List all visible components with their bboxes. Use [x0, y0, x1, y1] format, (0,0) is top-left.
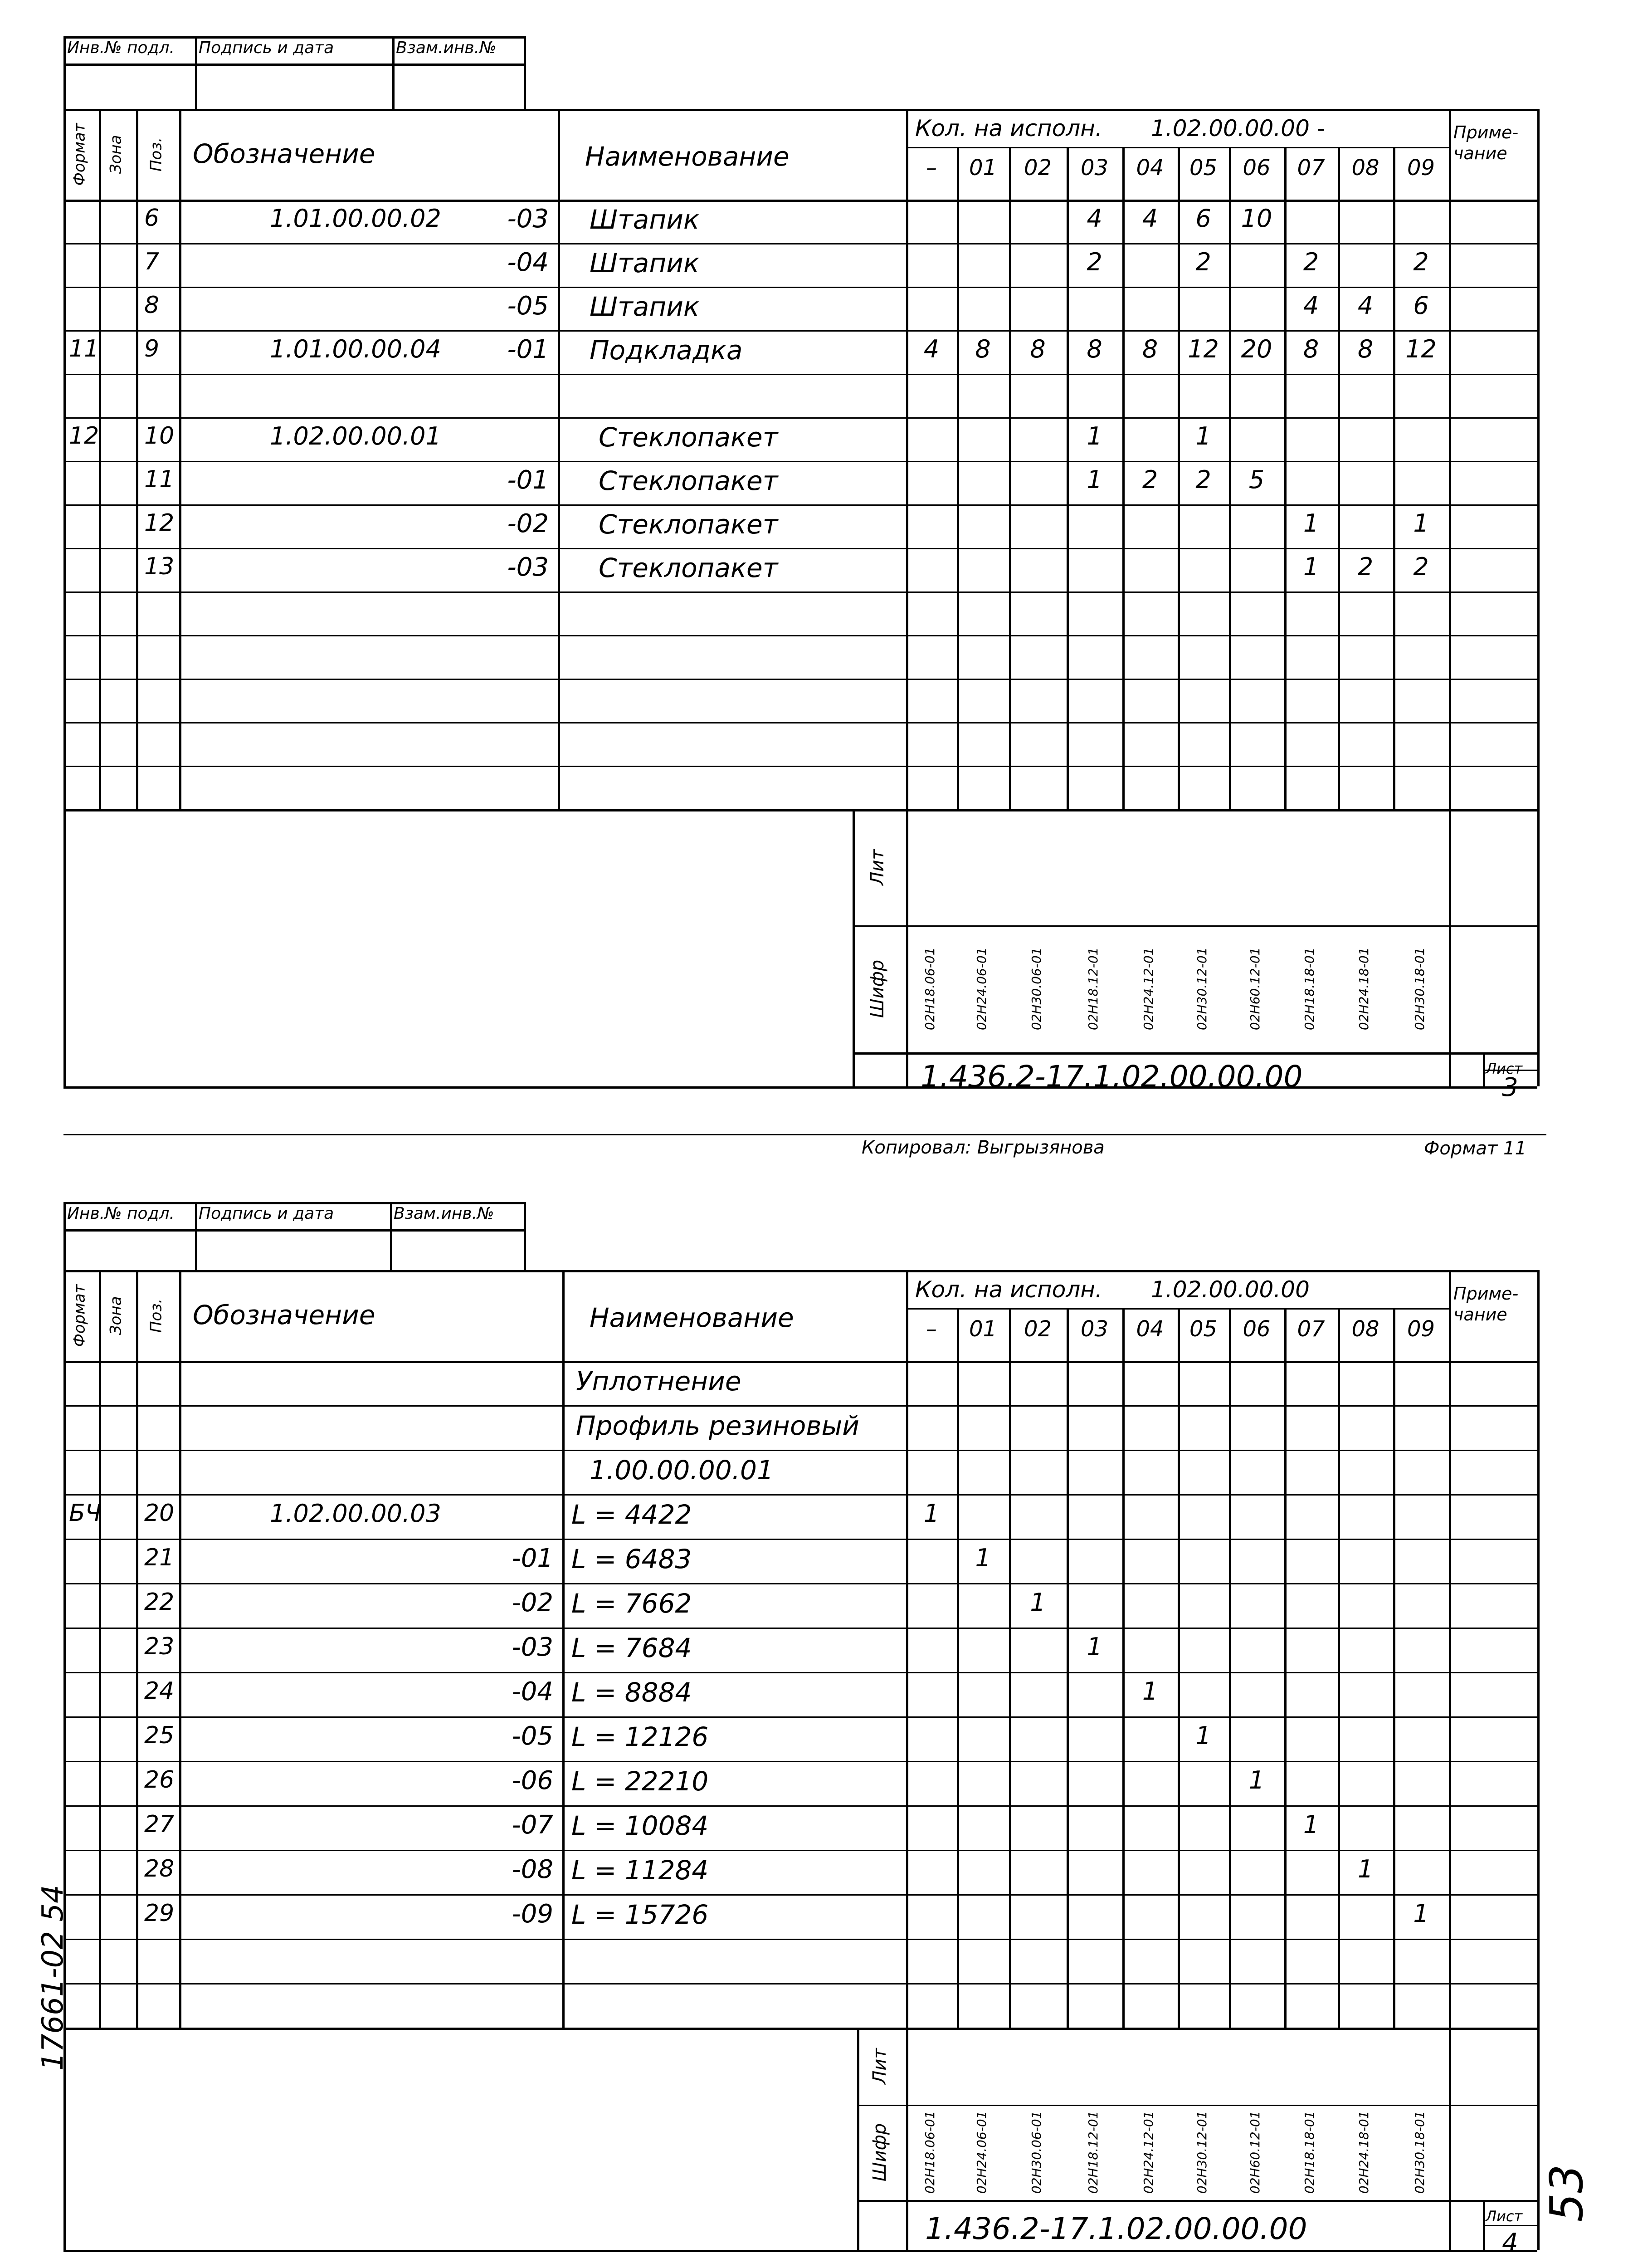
rule: [63, 1494, 1537, 1496]
cipher-code: 02Н24.18-01: [1356, 2111, 1372, 2194]
cell-name: 1.00.00.00.01: [590, 1454, 774, 1486]
cell-qty: 1: [923, 1499, 940, 1528]
document-code: 1.436.2-17.1.02.00.00.00: [921, 1059, 1303, 1094]
variant-header: 07: [1297, 155, 1325, 181]
rule: [957, 1308, 959, 2028]
cell-pos: 10: [144, 422, 175, 450]
rule: [1009, 1308, 1011, 2028]
qty-header-label: Кол. на исполн.: [915, 1276, 1102, 1303]
stamp-header: Взам.инв.№: [396, 39, 497, 57]
variant-header: 03: [1080, 155, 1109, 181]
cell-qty: 2: [1303, 248, 1319, 277]
cell-name: Стеклопакет: [599, 552, 778, 584]
rule: [1229, 1308, 1231, 2028]
cipher-label: Шифр: [869, 2123, 890, 2182]
cell-qty: 4: [1357, 291, 1374, 320]
sheet-number: 4: [1502, 2228, 1518, 2258]
rule: [136, 1270, 138, 2028]
cipher-code: 02Н18.12-01: [1085, 947, 1101, 1031]
rule: [63, 1850, 1537, 1851]
cipher-code: 02Н30.12-01: [1194, 2111, 1209, 2194]
sheet-number: 3: [1502, 1072, 1518, 1102]
page-number: 53: [1540, 2164, 1593, 2222]
variant-header: 02: [1024, 155, 1052, 181]
cipher-code: 02Н30.06-01: [1028, 947, 1044, 1031]
sheet-label: Лист: [1486, 1060, 1523, 1077]
variant-header: 05: [1189, 155, 1218, 181]
variant-header: 07: [1297, 1316, 1325, 1342]
rule: [63, 1628, 1537, 1629]
rule: [63, 1270, 1537, 1272]
cell-suffix: -08: [512, 1854, 553, 1884]
variant-header: 01: [969, 1316, 997, 1342]
cell-pos: 23: [144, 1633, 175, 1660]
cipher-label: Шифр: [867, 959, 888, 1018]
col-designation-header: Обозначение: [193, 1300, 375, 1330]
cell-suffix: -01: [512, 1543, 553, 1573]
rule: [63, 1583, 1537, 1584]
cell-name: L = 15726: [571, 1899, 709, 1930]
cell-qty: 1: [1087, 465, 1102, 494]
cell-name: Уплотнение: [576, 1365, 741, 1397]
rule: [1483, 2225, 1537, 2226]
margin-archive-note: 17661-02 54: [36, 1885, 70, 2071]
cell-qty: 12: [1188, 335, 1219, 364]
cipher-code: 02Н18.12-01: [1085, 2111, 1101, 2194]
variant-header: 06: [1243, 155, 1271, 181]
rule: [195, 1202, 197, 1270]
cell-qty: 10: [1241, 204, 1272, 233]
cell-pos: 28: [144, 1855, 175, 1882]
rule: [63, 1361, 1537, 1363]
cell-qty: 2: [1087, 248, 1102, 277]
col-format-header: Формат: [70, 123, 89, 186]
cell-name: Подкладка: [590, 335, 743, 366]
variant-header: 03: [1080, 1316, 1109, 1342]
copied-by-note: Копировал: Выгрызянова: [862, 1137, 1105, 1158]
variant-header: 09: [1407, 1316, 1435, 1342]
rule: [562, 1270, 565, 2028]
cell-name: L = 4422: [571, 1499, 692, 1530]
cell-qty: 1: [1413, 509, 1429, 538]
cell-pos: 25: [144, 1721, 175, 1749]
variant-header: –: [926, 155, 937, 181]
cell-pos: 29: [144, 1899, 175, 1927]
cell-qty: 2: [1195, 465, 1211, 494]
rule: [63, 2028, 1537, 2030]
cell-qty: 2: [1142, 465, 1158, 494]
cell-qty: 1: [1087, 422, 1102, 451]
rule: [63, 1229, 524, 1232]
rule: [63, 1939, 1537, 1940]
cell-designation: 1.02.00.00.03: [270, 1499, 441, 1528]
cipher-code: 02Н30.06-01: [1028, 2111, 1044, 2194]
col-pos-header: Поз.: [147, 1298, 166, 1333]
cell-suffix: -03: [507, 552, 549, 582]
col-note-header: Приме- чание: [1453, 122, 1519, 163]
cell-pos: 9: [144, 335, 160, 363]
variant-header: 04: [1136, 155, 1164, 181]
cipher-code: 02Н30.12-01: [1194, 947, 1209, 1031]
cell-name: Профиль резиновый: [576, 1410, 860, 1441]
rule: [63, 1894, 1537, 1896]
rule: [390, 1202, 392, 1270]
rule: [63, 1805, 1537, 1807]
cell-suffix: -03: [507, 204, 549, 234]
col-pos-header: Поз.: [147, 137, 166, 171]
cell-qty: 4: [1087, 204, 1102, 233]
cell-name: Стеклопакет: [599, 509, 778, 540]
cell-qty: 1: [1195, 1721, 1211, 1750]
cell-pos: 8: [144, 292, 160, 319]
cell-qty: 20: [1241, 335, 1272, 364]
cell-suffix: -09: [512, 1899, 553, 1929]
col-zone-header: Зона: [107, 135, 125, 174]
cell-pos: 6: [144, 205, 160, 232]
cell-pos: 20: [144, 1499, 175, 1527]
col-format-header: Формат: [70, 1284, 89, 1347]
qty-header-code: 1.02.00.00.00 -: [1151, 115, 1325, 142]
cell-qty: 1: [1248, 1765, 1265, 1794]
cell-name: L = 22210: [571, 1765, 709, 1797]
cell-pos: 24: [144, 1677, 175, 1705]
col-zone-header: Зона: [107, 1296, 125, 1335]
stamp-header: Инв.№ подл.: [67, 1204, 175, 1223]
variant-header: 02: [1024, 1316, 1052, 1342]
cell-format: 12: [69, 422, 99, 450]
document-code: 1.436.2-17.1.02.00.00.00: [925, 2211, 1307, 2246]
format-note: Формат 11: [1424, 1138, 1526, 1159]
cipher-code: 02Н24.06-01: [974, 947, 989, 1031]
cell-qty: 8: [1087, 335, 1102, 364]
cell-qty: 4: [923, 335, 940, 364]
lit-label: Лит: [867, 849, 888, 885]
rule: [99, 1270, 101, 2028]
cell-suffix: -03: [512, 1632, 553, 1662]
rule: [524, 1202, 526, 1270]
lit-label: Лит: [869, 2048, 890, 2084]
cell-name: Штапик: [590, 204, 699, 235]
rule: [1537, 1270, 1540, 2250]
stamp-header: Взам.инв.№: [394, 1204, 494, 1223]
cell-name: Стеклопакет: [599, 465, 778, 497]
rule: [63, 1983, 1537, 1984]
cipher-code: 02Н60.12-01: [1248, 947, 1263, 1031]
cell-qty: 1: [1087, 1632, 1102, 1661]
cell-qty: 6: [1195, 204, 1211, 233]
cell-qty: 2: [1195, 248, 1211, 277]
stamp-header: Подпись и дата: [199, 1204, 334, 1223]
cell-format: 11: [69, 335, 99, 363]
variant-header: 01: [969, 155, 997, 181]
rule: [63, 1761, 1537, 1762]
cell-suffix: -06: [512, 1765, 553, 1795]
cipher-code: 02Н24.12-01: [1141, 947, 1156, 1031]
cipher-code: 02Н18.18-01: [1302, 947, 1317, 1031]
cell-qty: 8: [1030, 335, 1046, 364]
rule: [857, 2105, 1537, 2106]
cell-suffix: -02: [507, 509, 549, 539]
variant-header: 06: [1243, 1316, 1271, 1342]
rule: [906, 2028, 907, 2200]
cell-name: Стеклопакет: [599, 422, 778, 453]
col-name-header: Наименование: [585, 141, 790, 172]
cell-qty: 4: [1303, 291, 1319, 320]
sheet-separator: [63, 1134, 1546, 1135]
rule: [179, 1270, 181, 2028]
cell-name: L = 11284: [571, 1854, 709, 1886]
cipher-code: 02Н18.18-01: [1302, 2111, 1317, 2194]
cell-suffix: -01: [507, 465, 549, 495]
cell-suffix: -02: [512, 1588, 553, 1618]
cell-qty: 5: [1248, 465, 1265, 494]
cell-qty: 2: [1413, 248, 1429, 277]
cipher-code: 02Н24.06-01: [974, 2111, 989, 2194]
rule: [63, 1405, 1537, 1407]
variant-header: 08: [1351, 155, 1379, 181]
variant-header: 04: [1136, 1316, 1164, 1342]
cell-qty: 8: [975, 335, 991, 364]
col-note-header: Приме- чание: [1453, 1284, 1519, 1325]
cell-name: L = 7684: [571, 1632, 692, 1663]
qty-header-label: Кол. на исполн.: [915, 115, 1102, 142]
rule: [63, 2250, 1537, 2252]
rule: [1178, 1308, 1180, 2028]
rule: [1338, 1308, 1340, 2028]
cell-qty: 1: [1195, 422, 1211, 451]
cell-suffix: -05: [507, 291, 549, 321]
rule: [857, 2028, 859, 2250]
cell-qty: 8: [1357, 335, 1374, 364]
cell-designation: 1.01.00.00.02: [270, 204, 441, 233]
cell-suffix: -04: [512, 1677, 553, 1706]
rule: [1067, 1308, 1069, 2028]
cell-pos: 12: [144, 509, 175, 537]
stamp-header: Подпись и дата: [199, 39, 334, 57]
cell-name: Штапик: [590, 248, 699, 279]
cell-name: L = 6483: [571, 1543, 692, 1574]
qty-header-code: 1.02.00.00.00: [1151, 1276, 1310, 1303]
cell-pos: 27: [144, 1810, 175, 1838]
col-designation-header: Обозначение: [193, 138, 375, 169]
cell-suffix: -07: [512, 1810, 553, 1840]
rule: [63, 1539, 1537, 1540]
cell-pos: 26: [144, 1766, 175, 1794]
cell-qty: 1: [1357, 1854, 1374, 1883]
sheet-label: Лист: [1486, 2208, 1523, 2225]
cell-qty: 1: [975, 1543, 991, 1572]
cipher-code: 02Н60.12-01: [1248, 2111, 1263, 2194]
cell-designation: 1.01.00.00.04: [270, 335, 441, 364]
cell-name: L = 8884: [571, 1677, 692, 1708]
variant-header: 08: [1351, 1316, 1379, 1342]
rule: [63, 1716, 1537, 1718]
rule: [1284, 1308, 1287, 2028]
cell-pos: 11: [144, 466, 175, 494]
cell-designation: 1.02.00.00.01: [270, 422, 441, 451]
cell-suffix: -05: [512, 1721, 553, 1751]
cell-name: Штапик: [590, 291, 699, 323]
cell-qty: 1: [1413, 1899, 1429, 1928]
cipher-code: 02Н18.06-01: [922, 947, 938, 1031]
variant-header: 09: [1407, 155, 1435, 181]
cell-pos: 13: [144, 553, 175, 581]
cell-qty: 1: [1030, 1588, 1046, 1617]
cell-qty: 1: [1303, 1810, 1319, 1839]
cell-pos: 7: [144, 248, 160, 276]
cipher-code: 02Н24.18-01: [1356, 947, 1372, 1031]
cell-qty: 1: [1142, 1677, 1158, 1706]
cipher-code: 02Н24.12-01: [1141, 2111, 1156, 2194]
rule: [63, 1270, 66, 2250]
cell-qty: 2: [1413, 552, 1429, 582]
rule: [1449, 1270, 1451, 2250]
cell-qty: 4: [1142, 204, 1158, 233]
variant-header: 05: [1189, 1316, 1218, 1342]
cell-format: БЧ: [69, 1499, 102, 1527]
cell-qty: 2: [1357, 552, 1374, 582]
stamp-header: Инв.№ подл.: [67, 39, 175, 57]
cell-suffix: -04: [507, 248, 549, 278]
cell-pos: 21: [144, 1544, 175, 1571]
cell-qty: 8: [1142, 335, 1158, 364]
cell-name: L = 7662: [571, 1588, 692, 1619]
cell-qty: 1: [1303, 552, 1319, 582]
rule: [63, 1202, 66, 1270]
col-name-header: Наименование: [590, 1302, 794, 1333]
cell-pos: 22: [144, 1588, 175, 1616]
cipher-code: 02Н18.06-01: [922, 2111, 938, 2194]
rule: [857, 2200, 1537, 2202]
cell-suffix: -01: [507, 335, 549, 365]
cell-qty: 1: [1303, 509, 1319, 538]
cell-qty: 6: [1413, 291, 1429, 320]
rule: [63, 1672, 1537, 1673]
cipher-code: 02Н30.18-01: [1412, 947, 1427, 1031]
cell-qty: 12: [1405, 335, 1437, 364]
rule: [63, 1450, 1537, 1451]
variant-header: –: [926, 1316, 937, 1342]
cell-name: L = 10084: [571, 1810, 709, 1841]
cell-qty: 8: [1303, 335, 1319, 364]
cell-name: L = 12126: [571, 1721, 709, 1752]
cipher-code: 02Н30.18-01: [1412, 2111, 1427, 2194]
rule: [1122, 1308, 1125, 2028]
